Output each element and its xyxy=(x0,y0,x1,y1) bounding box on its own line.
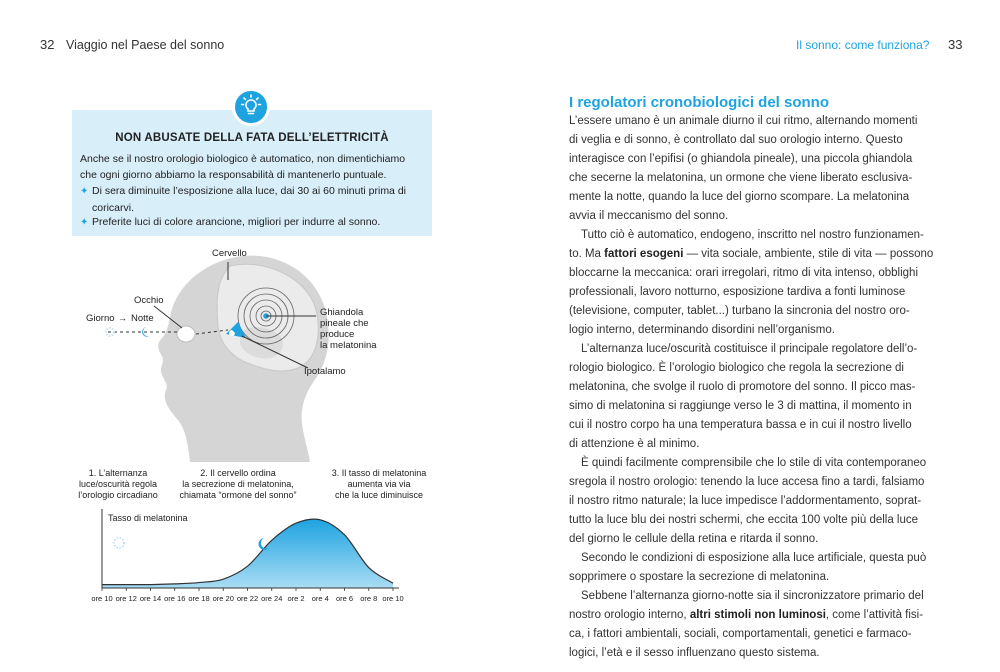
tip-box-title: NON ABUSATE DELLA FATA DELL’ELETTRICITÀ xyxy=(115,132,389,144)
paragraph-line: simo di melatonina si raggiunge verso le 3 di mattina, il momento in xyxy=(569,400,912,412)
paragraph xyxy=(569,226,934,340)
x-tick-label: ore 4 xyxy=(311,594,329,603)
section-title: I regolatori cronobiologici del sonno xyxy=(569,94,830,111)
tip-box-intro xyxy=(80,152,426,183)
paragraph-line: È quindi facilmente comprensibile che lo stile di vita contemporaneo xyxy=(581,457,927,469)
body-text xyxy=(569,112,934,663)
paragraph-line: cui il nostro corpo ha una temperatura bassa e in cui il nostro livello xyxy=(569,419,912,431)
label-hypothalamus: Ipotalamo xyxy=(304,366,346,377)
paragraph-line: nostro orologio interno, altri stimoli non luminosi, come l’attività fisi- xyxy=(569,609,924,621)
x-tick-label: ore 12 xyxy=(115,594,137,603)
tip-box xyxy=(72,110,432,236)
caption-line: che la luce diminuisce xyxy=(334,490,424,500)
arrow-right-icon: → xyxy=(118,313,127,323)
chart-y-label: Tasso di melatonina xyxy=(108,513,188,523)
paragraph xyxy=(569,549,931,587)
x-tick-label: ore 16 xyxy=(164,594,186,603)
caption-line: luce/oscurità regola xyxy=(78,479,158,489)
diamond-bullet-icon: ✦ xyxy=(80,217,89,228)
label-eye: Occhio xyxy=(134,295,164,306)
paragraph-line: di veglia e di sonno, è controllato dal suo orologio interno. Questo xyxy=(569,134,903,146)
label-pineal-line: la melatonina xyxy=(320,340,377,351)
x-tick-label: ore 14 xyxy=(139,594,162,603)
paragraph xyxy=(569,340,931,454)
label-pineal-line: produce xyxy=(320,329,355,340)
tip-bullet-line: Preferite luci di colore arancione, migliori per indurre al sonno. xyxy=(92,216,381,228)
caption-line: aumenta via via xyxy=(347,479,411,489)
x-tick-label: ore 18 xyxy=(188,594,210,603)
caption-line: chiamata “ormone del sonno” xyxy=(179,490,297,500)
x-tick-label: ore 10 xyxy=(382,594,404,603)
paragraph-line: sopprimere o spostare la secrezione di melatonina. xyxy=(569,571,830,583)
caption-line: la secrezione di melatonina, xyxy=(182,479,294,489)
paragraph-line: bloccarne la meccanica: orari irregolari, ritmo di vita intenso, obblighi xyxy=(569,267,918,279)
paragraph-line: logio interno, determinando disordini nell’organismo. xyxy=(569,324,835,336)
lightbulb-icon xyxy=(232,88,270,126)
x-tick-label: ore 10 xyxy=(91,594,113,603)
caption-step-3 xyxy=(318,468,440,501)
paragraph-line: tutto la luce blu dei nostri schermi, che eccita 100 volte più della luce xyxy=(569,514,919,526)
paragraph-line: rologio biologico. È l’orologio biologico che regola la secrezione di xyxy=(569,362,904,374)
emphasis: altri stimoli non luminosi xyxy=(689,609,826,621)
paragraph-line: che secerne la melatonina, un ormone che viene liberato esclusiva- xyxy=(569,172,913,184)
x-tick-label: ore 2 xyxy=(287,594,305,603)
left-page-number: 32 xyxy=(40,37,55,52)
paragraph xyxy=(569,112,931,226)
caption-step-2 xyxy=(172,468,304,501)
caption-step-1 xyxy=(62,468,174,501)
paragraph-line: interagisce con l’epifisi (o ghiandola pineale), una piccola ghiandola xyxy=(569,153,913,165)
left-running-title: Viaggio nel Paese del sonno xyxy=(66,38,225,52)
right-running-title: Il sonno: come funziona? xyxy=(796,38,930,52)
x-tick-label: ore 20 xyxy=(212,594,234,603)
label-day: Giorno xyxy=(86,313,115,324)
label-brain: Cervello xyxy=(212,248,247,259)
paragraph-line: ca, i fattori ambientali, sociali, comportamentali, genetici e farmaco- xyxy=(569,628,912,640)
tip-bullet xyxy=(80,183,426,217)
x-tick-label: ore 22 xyxy=(236,594,259,603)
label-pineal-line: pineale che xyxy=(320,318,369,329)
label-night: Notte xyxy=(131,313,154,324)
melatonin-chart xyxy=(90,505,420,617)
caption-line: 2. Il cervello ordina xyxy=(200,468,276,478)
paragraph-line: avvia il meccanismo del sonno. xyxy=(569,210,729,222)
paragraph-line: Sebbene l’alternanza giorno-notte sia il sincronizzatore primario del xyxy=(581,590,924,602)
paragraph-line: (televisione, computer, tablet...) turbano la sincronia del nostro oro- xyxy=(569,305,910,317)
paragraph-line: to. Ma fattori esogeni — vita sociale, ambiente, stile di vita — possono xyxy=(569,248,934,260)
x-tick-label: ore 6 xyxy=(335,594,354,603)
paragraph-line: di attenzione è al minimo. xyxy=(569,438,700,450)
caption-line: l’orologio circadiano xyxy=(78,490,158,500)
caption-line: 1. L’alternanza xyxy=(88,468,148,478)
label-pineal-gland xyxy=(320,307,377,351)
paragraph-line: mente la notte, quando la luce del giorno scompare. La melatonina xyxy=(569,191,910,203)
paragraph-line: del giorno le cellule della retina e ritarda il sonno. xyxy=(569,533,819,545)
paragraph-line: Secondo le condizioni di esposizione alla luce artificiale, questa può xyxy=(581,552,927,564)
paragraph xyxy=(569,454,931,549)
paragraph-line: Tutto ciò è automatico, endogeno, inscritto nel nostro funzionamen- xyxy=(581,229,924,241)
tip-bullet-line: coricarvi. xyxy=(92,202,135,214)
tip-bullet xyxy=(80,214,426,231)
tip-box-intro-line: Anche se il nostro orologio biologico è automatico, non dimentichiamo xyxy=(80,153,406,165)
head-silhouette xyxy=(158,256,329,462)
paragraph-line: L’essere umano è un animale diurno il cui ritmo, alternando momenti xyxy=(569,115,918,127)
tip-box-intro-line: che ogni giorno abbiamo la responsabilità di mantenerlo puntuale. xyxy=(80,168,387,181)
paragraph-line: sregola il nostro orologio: tenendo la luce accesa fino a tardi, falsiamo xyxy=(569,476,925,488)
paragraph-line: professionali, lavoro notturno, esposizione tardiva a fonti luminose xyxy=(569,286,906,298)
head-diagram xyxy=(70,240,430,470)
x-tick-label: ore 8 xyxy=(360,594,378,603)
paragraph-line: melatonina, che svolge il ruolo di promotore del sonno. Il picco mas- xyxy=(569,381,916,393)
label-pineal-line: Ghiandola xyxy=(320,307,364,318)
paragraph xyxy=(569,587,931,663)
paragraph-line: logici, l’età e il sesso influenzano questo sistema. xyxy=(569,647,820,659)
caption-line: 3. Il tasso di melatonina xyxy=(331,468,427,478)
tip-bullet-line: Di sera diminuite l’esposizione alla luce, dai 30 ai 60 minuti prima di xyxy=(92,185,406,197)
melatonin-area xyxy=(102,519,393,588)
emphasis: fattori esogeni xyxy=(604,248,684,260)
paragraph-line: il nostro ritmo naturale; la luce impedisce l’addormentamento, soprat- xyxy=(569,495,922,507)
x-tick-label: ore 24 xyxy=(261,594,283,603)
eye xyxy=(177,326,195,342)
right-page-number: 33 xyxy=(948,37,963,52)
sun-icon xyxy=(114,538,124,548)
paragraph-line: L’alternanza luce/oscurità costituisce il principale regolatore dell’o- xyxy=(581,343,918,355)
diamond-bullet-icon: ✦ xyxy=(80,186,89,197)
